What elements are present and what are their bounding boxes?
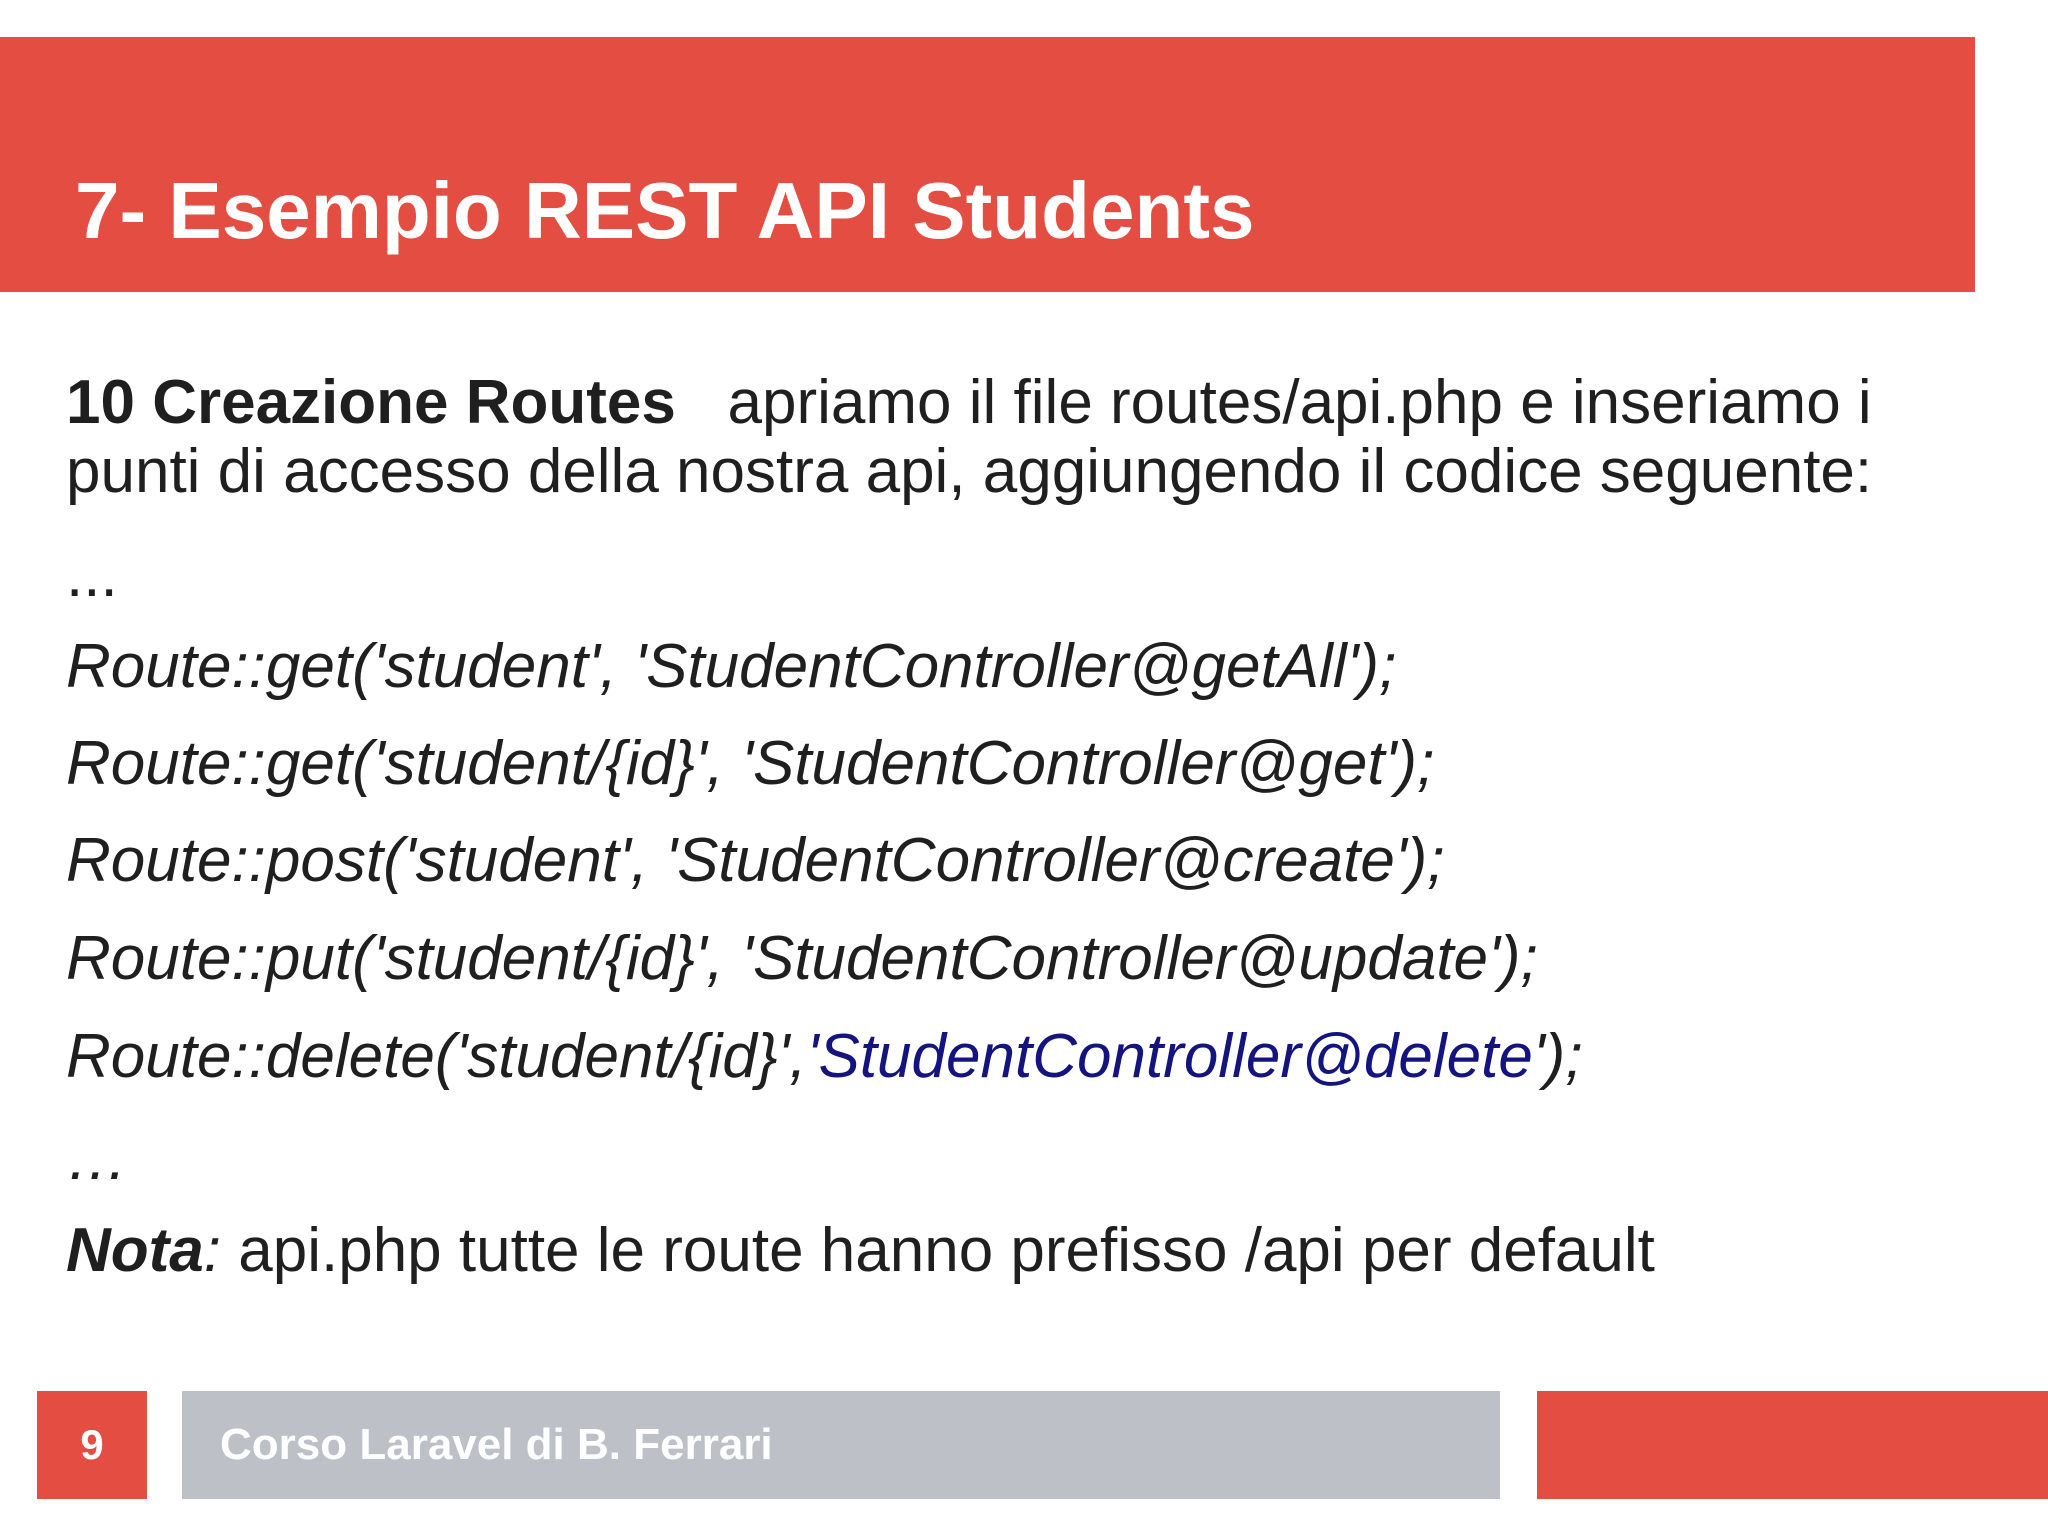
section-label: 10 Creazione Routes [66,368,676,437]
note-colon: : [203,1216,222,1285]
note-text: api.php tutte le route hanno prefisso /api per default [238,1216,1655,1285]
route-create: Route::post('student', 'StudentController@create'); [66,826,1445,895]
bottom-ellipsis: … [66,1124,128,1193]
intro-line-1 [66,367,1872,439]
route-get-all: Route::get('student', 'StudentController@getAll'); [66,632,1397,701]
route-delete-suffix: '); [1532,1022,1583,1091]
page-number: 9 [80,1421,104,1468]
footer-course-bar [182,1391,1500,1499]
route-get-one: Route::get('student/{id}', 'StudentController@get'); [66,729,1435,798]
intro-line-2: punti di accesso della nostra api, aggiungendo il codice seguente: [66,437,1873,506]
course-title: Corso Laravel di B. Ferrari [220,1420,773,1469]
note-label: Nota [66,1216,204,1285]
intro-space [693,368,727,437]
slide-title: 7- Esempio REST API Students [75,166,1255,255]
intro-line-1-text: apriamo il file routes/api.php e inseriamo i [727,368,1872,437]
footer-right-bar [1537,1391,2048,1499]
route-delete-highlight: 'StudentController@delete [806,1022,1533,1091]
route-delete-prefix: Route::delete('student/{id}', [66,1022,807,1091]
note-line [66,1215,1655,1287]
footer-page-box [37,1391,147,1499]
route-delete [66,1021,1583,1093]
top-ellipsis: ... [66,541,118,610]
route-update: Route::put('student/{id}', 'StudentController@update'); [66,924,1538,993]
